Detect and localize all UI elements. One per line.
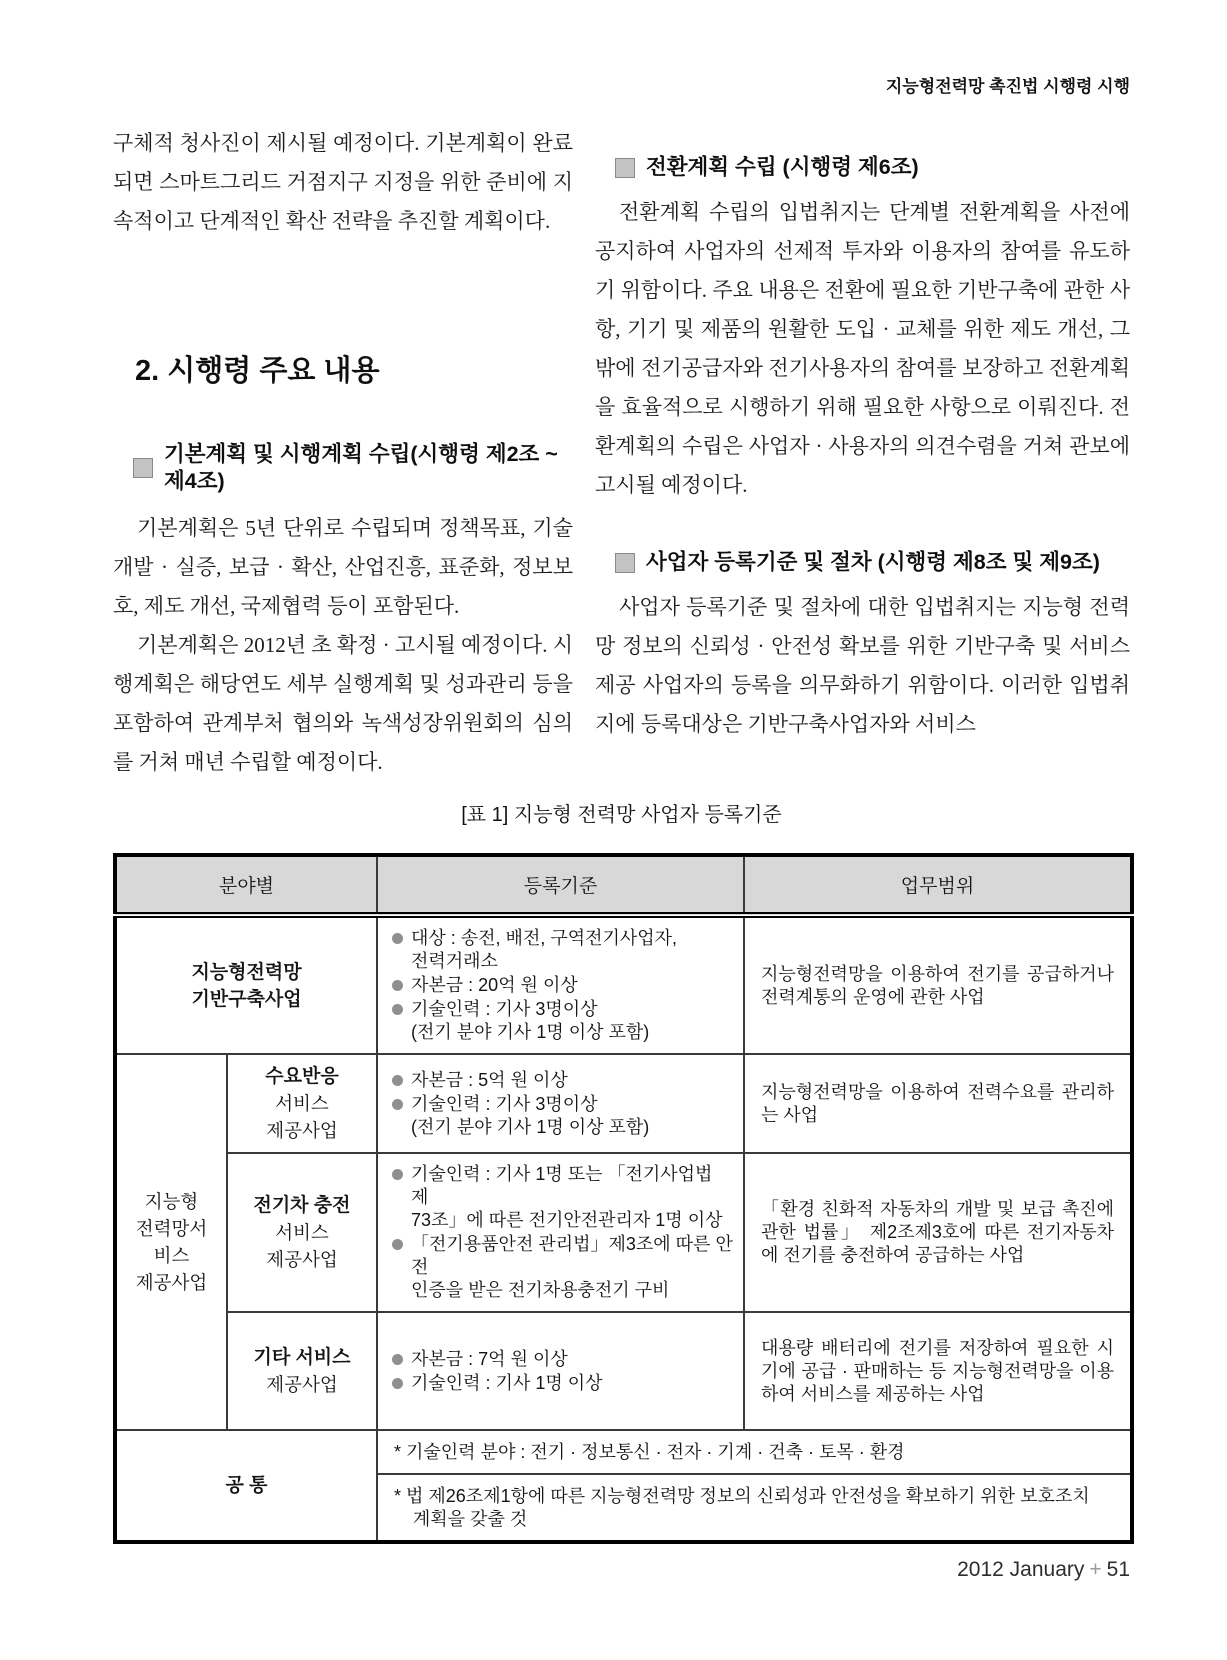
subcategory-title: 전기차 충전 — [253, 1195, 351, 1216]
criteria-cell — [377, 1153, 744, 1312]
subcategory-cell — [227, 1054, 377, 1153]
registration-criteria-table — [113, 853, 1134, 1544]
bullet-icon — [392, 1378, 403, 1389]
criteria-text-cont: 73조」에 따른 전기안전관리자 1명 이상 — [411, 1210, 723, 1230]
service-group-cell — [115, 1054, 227, 1430]
subcategory-line: 제공사업 — [266, 1120, 338, 1141]
criteria-text: 「전기용품안전 관리법」제3조에 따른 안전 — [411, 1234, 733, 1277]
square-bullet-icon — [615, 553, 635, 573]
table-header-row — [115, 855, 1132, 915]
subheading-transition-plan — [595, 154, 1130, 181]
subcategory-cell — [227, 1312, 377, 1430]
criteria-text: 기술인력 : 기사 3명이상 — [411, 999, 598, 1019]
page-header — [113, 72, 1130, 96]
table-caption: [표 1] 지능형 전력망 사업자 등록기준 — [461, 804, 782, 826]
group-line: 제공사업 — [135, 1272, 208, 1293]
table-row-other-services — [115, 1312, 1132, 1430]
criteria-item — [392, 1093, 733, 1139]
table-row-infrastructure — [115, 915, 1132, 1054]
article-columns — [113, 124, 1130, 782]
criteria-item — [392, 998, 733, 1044]
common-note-cell — [377, 1474, 1132, 1542]
scope-cell: 대용량 배터리에 전기를 저장하여 필요한 시기에 공급 · 판매하는 등 지능형전력망을 이용하여 서비스를 제공하는 사업 — [744, 1312, 1132, 1430]
paragraph: 전환계획 수립의 입법취지는 단계별 전환계획을 사전에 공지하여 사업자의 선제적 투자와 이용자의 참여를 유도하기 위함이다. 주요 내용은 전환에 필요한 기반구축에 관한 사항, 기기 및 제품의 원활한 도입 · 교체를 위한 제도 개선, 그 밖에 전기공급자와 전기사용자의 참여를 보장하고 전환계획을 효율적으로 시행하기 위해 필요한 사항으로 이뤄진다. 전환계획의 수립은 사업자 · 사용자의 의견수렴을 거쳐 관보에 고시될 예정이다. — [595, 200, 1130, 497]
right-column — [595, 124, 1130, 782]
subcategory-line: 서비스 — [275, 1093, 329, 1114]
table-row-common-note-1 — [115, 1430, 1132, 1474]
left-column — [113, 124, 573, 782]
category-cell — [115, 915, 377, 1054]
criteria-text-cont: (전기 분야 기사 1명 이상 포함) — [411, 1116, 650, 1137]
common-note-cell — [377, 1430, 1132, 1474]
criteria-cell — [377, 1312, 744, 1430]
footer-page-number: 51 — [1106, 1558, 1130, 1581]
criteria-item — [392, 1372, 733, 1395]
col-header-category: 분야별 — [115, 855, 377, 915]
subheading-label: 기본계획 및 시행계획 수립(시행령 제2조 ~ 제4조) — [164, 442, 558, 493]
criteria-text: 자본금 : 20억 원 이상 — [411, 975, 578, 995]
table-row-demand-response — [115, 1054, 1132, 1153]
criteria-text-cont: 인증을 받은 전기차용충전기 구비 — [411, 1280, 670, 1300]
criteria-item — [392, 1233, 733, 1302]
square-bullet-icon — [133, 458, 153, 478]
criteria-item — [392, 1069, 733, 1092]
criteria-text: 자본금 : 5억 원 이상 — [411, 1069, 568, 1090]
criteria-text: 대상 : 송전, 배전, 구역전기사업자, — [411, 928, 678, 948]
bullet-icon — [392, 1004, 403, 1015]
scope-cell: 「환경 친화적 자동차의 개발 및 보급 촉진에 관한 법률」 제2조제3호에 따른 전기자동차에 전기를 충전하여 공급하는 사업 — [744, 1153, 1132, 1312]
scope-cell: 지능형전력망을 이용하여 전력수요를 관리하는 사업 — [744, 1054, 1132, 1153]
subheading-label: 사업자 등록기준 및 절차 (시행령 제8조 및 제9조) — [646, 550, 1100, 574]
criteria-text-cont: 전력거래소 — [411, 951, 498, 971]
common-label-cell: 공 통 — [115, 1430, 377, 1542]
subheading-registration — [595, 549, 1130, 576]
subcategory-line: 제공사업 — [266, 1249, 338, 1270]
bullet-icon — [392, 1354, 403, 1365]
section-title: 2. 시행령 주요 내용 — [135, 355, 380, 387]
col-header-criteria: 등록기준 — [377, 855, 744, 915]
common-note-text-cont: 계획을 갖출 것 — [412, 1508, 528, 1529]
square-bullet-icon — [615, 158, 635, 178]
bullet-icon — [392, 980, 403, 991]
paragraph-continued: 구체적 청사진이 제시될 예정이다. 기본계획이 완료되면 스마트그리드 거점지구 지정을 위한 준비에 지속적이고 단계적인 확산 전략을 추진할 계획이다. — [113, 131, 573, 233]
common-note-text: * 법 제26조제1항에 따른 지능형전력망 정보의 신뢰성과 안전성을 확보하기 위한 보호조치 — [394, 1485, 1090, 1506]
scope-cell: 지능형전력망을 이용하여 전기를 공급하거나 전력계통의 운영에 관한 사업 — [744, 915, 1132, 1054]
criteria-item — [392, 927, 733, 973]
bullet-icon — [392, 933, 403, 944]
subheading-basic-plan — [113, 441, 573, 495]
bullet-icon — [392, 1099, 403, 1110]
criteria-item — [392, 1163, 733, 1232]
running-head-title: 지능형전력망 촉진법 시행령 시행 — [885, 77, 1130, 96]
subcategory-title: 기타 서비스 — [253, 1347, 351, 1368]
paragraph: 기본계획은 2012년 초 확정 · 고시될 예정이다. 시행계획은 해당연도 세부 실행계획 및 성과관리 등을 포함하여 관계부처 협의와 녹색성장위원회의 심의를 거쳐 매년 수립할 예정이다. — [113, 633, 573, 774]
group-line: 지능형 — [144, 1191, 199, 1212]
footer-issue: 2012 January — [957, 1558, 1085, 1581]
criteria-item — [392, 1348, 733, 1371]
subcategory-line: 제공사업 — [266, 1374, 338, 1395]
footer-separator: + — [1089, 1558, 1102, 1581]
criteria-item — [392, 974, 733, 997]
col-header-scope: 업무범위 — [744, 855, 1132, 915]
subcategory-cell — [227, 1153, 377, 1312]
page-footer — [957, 1558, 1130, 1582]
bullet-icon — [392, 1169, 403, 1180]
paragraph: 기본계획은 5년 단위로 수립되며 정책목표, 기술개발 · 실증, 보급 · 확산, 산업진흥, 표준화, 정보보호, 제도 개선, 국제협력 등이 포함된다. — [113, 516, 573, 618]
criteria-text: 기술인력 : 기사 1명 이상 — [411, 1372, 603, 1393]
common-note-text: * 기술인력 분야 : 전기 · 정보통신 · 전자 · 기계 · 건축 · 토목 · 환경 — [394, 1441, 905, 1462]
paragraph: 사업자 등록기준 및 절차에 대한 입법취지는 지능형 전력망 정보의 신뢰성 · 안전성 확보를 위한 기반구축 및 서비스제공 사업자의 등록을 의무화하기 위함이다. 이러한 입법취지에 등록대상은 기반구축사업자와 서비스 — [595, 595, 1130, 736]
criteria-cell — [377, 1054, 744, 1153]
subheading-label: 전환계획 수립 (시행령 제6조) — [646, 155, 919, 179]
bullet-icon — [392, 1239, 403, 1250]
subcategory-line: 서비스 — [275, 1222, 329, 1243]
bullet-icon — [392, 1075, 403, 1086]
category-line: 기반구축사업 — [191, 988, 302, 1010]
criteria-text-cont: (전기 분야 기사 1명 이상 포함) — [411, 1022, 650, 1042]
group-line: 전력망서비스 — [135, 1218, 208, 1266]
subcategory-title: 수요반응 — [265, 1066, 339, 1087]
criteria-text: 기술인력 : 기사 3명이상 — [411, 1093, 598, 1114]
criteria-text: 기술인력 : 기사 1명 또는 「전기사업법 제 — [411, 1164, 713, 1207]
category-line: 지능형전력망 — [191, 961, 302, 983]
table-row-ev-charging — [115, 1153, 1132, 1312]
criteria-text: 자본금 : 7억 원 이상 — [411, 1348, 568, 1369]
criteria-cell — [377, 915, 744, 1054]
